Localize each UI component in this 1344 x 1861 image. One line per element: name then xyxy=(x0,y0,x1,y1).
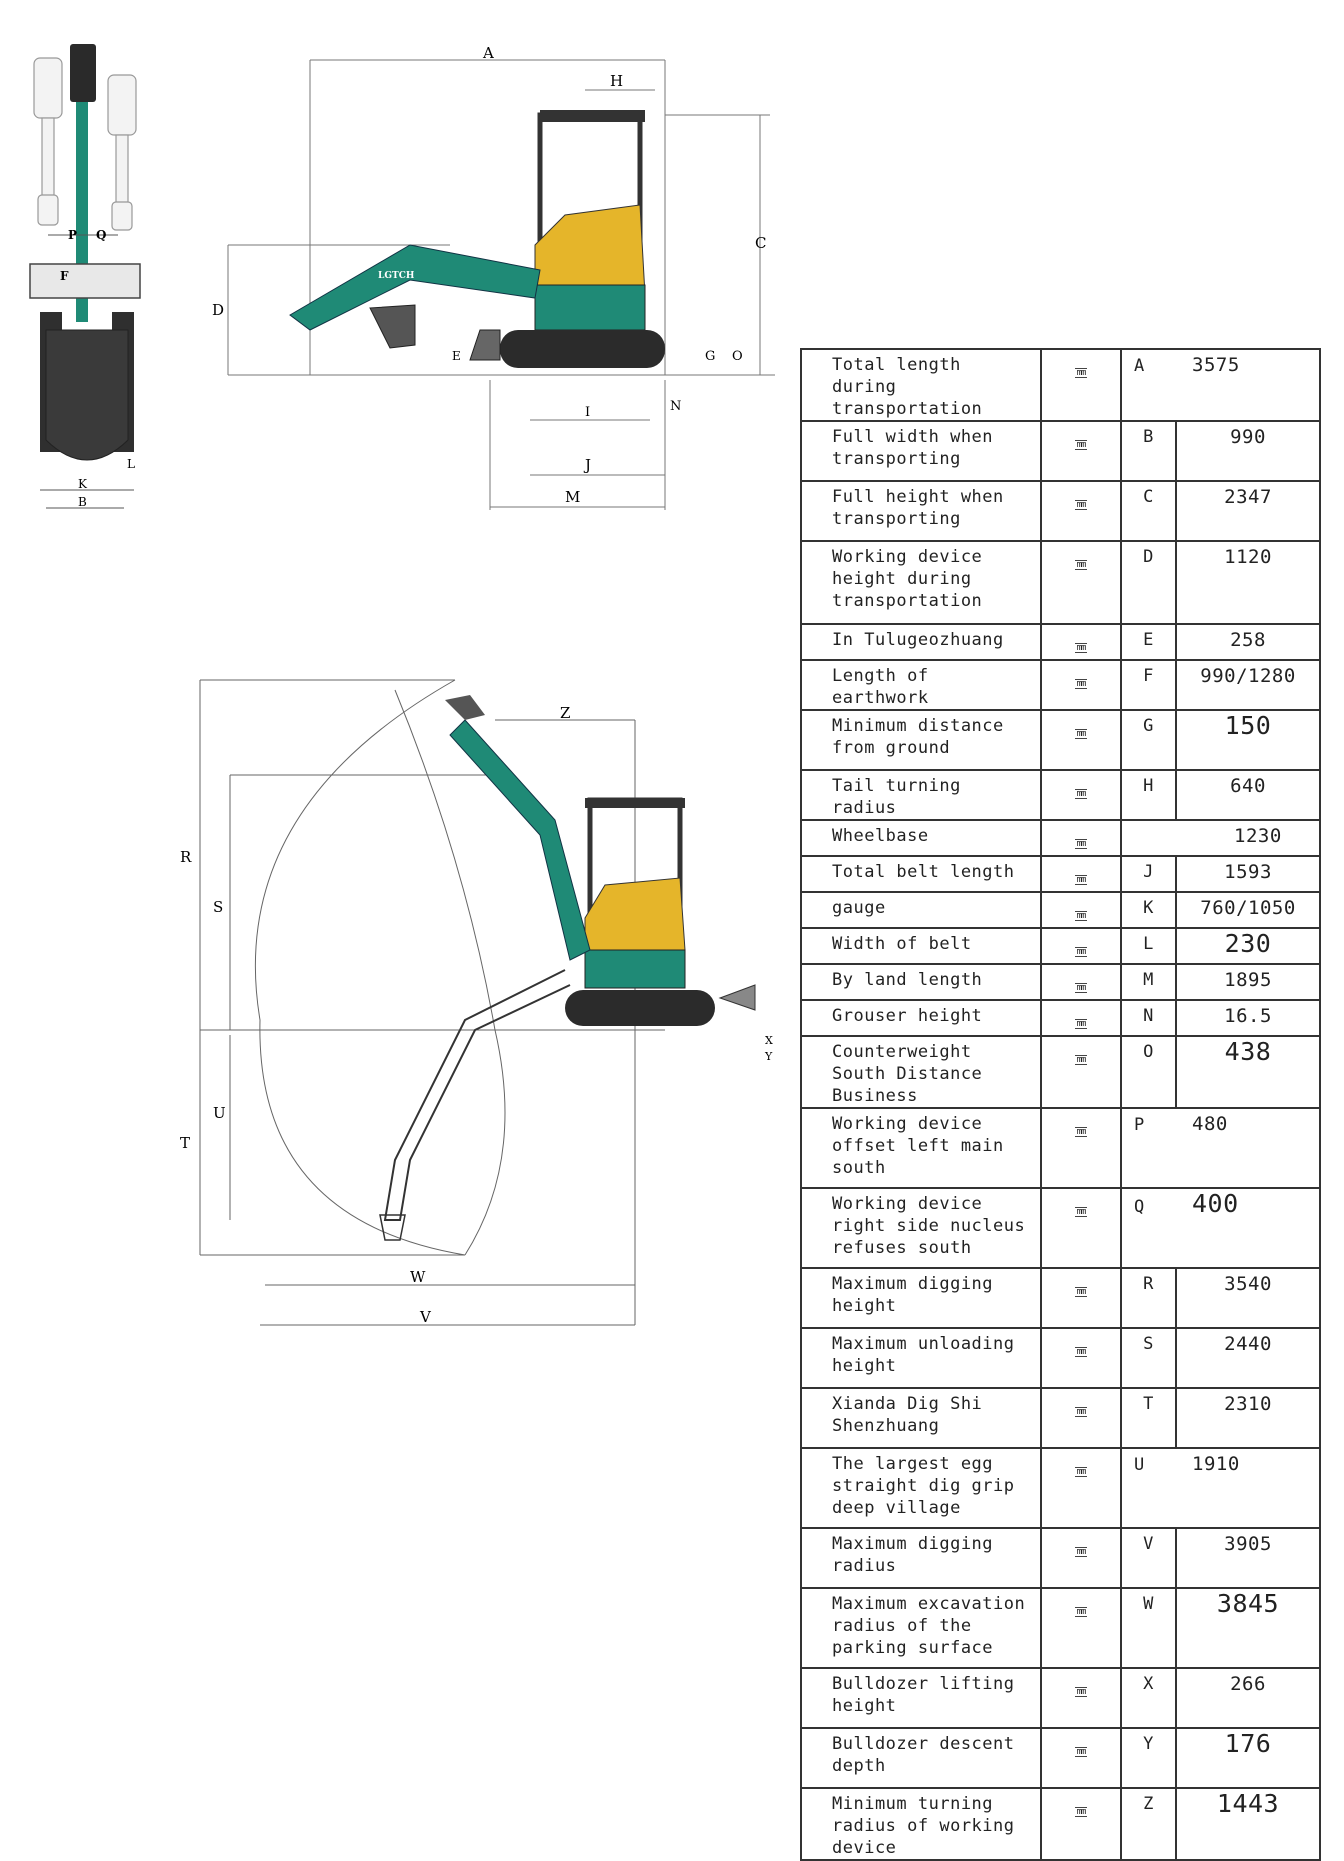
unit-cell xyxy=(1041,624,1121,660)
spec-code: G xyxy=(1121,710,1176,770)
unit-cell xyxy=(1041,1036,1121,1108)
spec-row xyxy=(801,1448,1320,1528)
spec-code: B xyxy=(1121,421,1176,481)
dim-label-X: X xyxy=(765,1034,773,1047)
dozer-blade-side xyxy=(470,330,500,360)
spec-code: T xyxy=(1121,1388,1176,1448)
unit-mm-glyph: mm xyxy=(1076,839,1086,849)
spec-value: 990 xyxy=(1176,421,1320,481)
dim-label-E: E xyxy=(452,349,461,363)
spec-code: W xyxy=(1121,1588,1176,1668)
spec-code: O xyxy=(1121,1036,1176,1108)
spec-code-value xyxy=(1121,820,1320,856)
unit-mm-glyph: mm xyxy=(1076,1207,1086,1217)
spec-row xyxy=(801,928,1320,964)
spec-value: 2347 xyxy=(1176,481,1320,541)
unit-cell xyxy=(1041,1188,1121,1268)
spec-description: Bulldozer descent depth xyxy=(801,1728,1041,1788)
spec-description: Xianda Dig Shi Shenzhuang xyxy=(801,1388,1041,1448)
spec-row xyxy=(801,770,1320,820)
unit-cell xyxy=(1041,660,1121,710)
excavator-working xyxy=(380,695,755,1240)
spec-code: Y xyxy=(1121,1728,1176,1788)
crawler-track-working xyxy=(565,990,715,1026)
spec-row xyxy=(801,660,1320,710)
spec-row xyxy=(801,624,1320,660)
spec-row xyxy=(801,1188,1320,1268)
unit-mm-glyph: mm xyxy=(1076,1687,1086,1697)
unit-mm-glyph: mm xyxy=(1076,679,1086,689)
excavator-side xyxy=(290,110,665,368)
dim-label-W: W xyxy=(410,1268,426,1286)
spec-value: 1593 xyxy=(1176,856,1320,892)
spec-description: Full height when transporting xyxy=(801,481,1041,541)
boom-raised xyxy=(450,720,590,960)
spec-value: 760/1050 xyxy=(1176,892,1320,928)
front-view-diagram xyxy=(20,30,150,520)
unit-mm-glyph: mm xyxy=(1076,1607,1086,1617)
spec-description: Working device offset left main south xyxy=(801,1108,1041,1188)
spec-code-value xyxy=(1121,349,1320,421)
spec-row xyxy=(801,1668,1320,1728)
spec-description: Length of earthwork xyxy=(801,660,1041,710)
unit-mm-glyph: mm xyxy=(1076,1807,1086,1817)
dim-label-F: F xyxy=(60,269,69,283)
unit-mm-glyph: mm xyxy=(1076,1347,1086,1357)
spec-value: 258 xyxy=(1176,624,1320,660)
spec-value: 480 xyxy=(1192,1113,1228,1135)
spec-code: N xyxy=(1121,1000,1176,1036)
unit-cell xyxy=(1041,892,1121,928)
spec-row xyxy=(801,421,1320,481)
spec-description: Total belt length xyxy=(801,856,1041,892)
unit-cell xyxy=(1041,481,1121,541)
spec-code: X xyxy=(1121,1668,1176,1728)
spec-description: Minimum distance from ground xyxy=(801,710,1041,770)
unit-cell xyxy=(1041,1448,1121,1528)
spec-code: S xyxy=(1121,1328,1176,1388)
spec-value: 640 xyxy=(1176,770,1320,820)
spec-value: 1443 xyxy=(1176,1788,1320,1860)
unit-cell xyxy=(1041,856,1121,892)
spec-code-value xyxy=(1121,1108,1320,1188)
unit-cell xyxy=(1041,1728,1121,1788)
spec-code: R xyxy=(1121,1268,1176,1328)
unit-mm-glyph: mm xyxy=(1076,1747,1086,1757)
spec-row xyxy=(801,820,1320,856)
spec-row xyxy=(801,349,1320,421)
dim-label-A: A xyxy=(483,44,494,62)
spec-table xyxy=(800,348,1321,1861)
unit-mm-glyph: mm xyxy=(1076,1055,1086,1065)
dim-label-O: O xyxy=(732,349,743,364)
spec-value: 230 xyxy=(1176,928,1320,964)
unit-cell xyxy=(1041,1668,1121,1728)
spec-value: 400 xyxy=(1192,1189,1239,1218)
spec-code: K xyxy=(1121,892,1176,928)
unit-mm-glyph: mm xyxy=(1076,1287,1086,1297)
dim-label-M: M xyxy=(565,488,581,506)
offset-boom-left xyxy=(34,58,62,225)
dim-label-S: S xyxy=(213,898,224,916)
spec-value: 3575 xyxy=(1192,354,1240,376)
spec-value: 3845 xyxy=(1176,1588,1320,1668)
unit-cell xyxy=(1041,1788,1121,1860)
bucket-side xyxy=(370,305,415,348)
spec-code: A xyxy=(1134,356,1145,376)
spec-code: E xyxy=(1121,624,1176,660)
unit-mm-glyph: mm xyxy=(1076,368,1086,378)
spec-value: 2440 xyxy=(1176,1328,1320,1388)
spec-code: H xyxy=(1121,770,1176,820)
dim-label-Q: Q xyxy=(96,228,107,242)
unit-cell xyxy=(1041,1328,1121,1388)
dim-label-K: K xyxy=(78,477,87,491)
spec-description: Minimum turning radius of working device xyxy=(801,1788,1041,1860)
unit-cell xyxy=(1041,820,1121,856)
spec-row xyxy=(801,1036,1320,1108)
dim-label-J: J xyxy=(585,456,592,474)
spec-value: 3905 xyxy=(1176,1528,1320,1588)
spec-code: C xyxy=(1121,481,1176,541)
spec-code-value xyxy=(1121,1448,1320,1528)
dim-label-B: B xyxy=(78,495,87,509)
spec-code: Q xyxy=(1134,1197,1145,1217)
spec-value: 1910 xyxy=(1192,1453,1240,1475)
dim-label-Y: Y xyxy=(765,1050,773,1063)
spec-description: Width of belt xyxy=(801,928,1041,964)
spec-value: 176 xyxy=(1176,1728,1320,1788)
spec-value: 2310 xyxy=(1176,1388,1320,1448)
side-view-diagram xyxy=(200,30,790,525)
unit-mm-glyph: mm xyxy=(1076,643,1086,653)
spec-row xyxy=(801,1788,1320,1860)
dim-label-U: U xyxy=(213,1104,226,1122)
spec-description: In Tulugeozhuang xyxy=(801,624,1041,660)
unit-mm-glyph: mm xyxy=(1076,1127,1086,1137)
spec-description: Maximum unloading height xyxy=(801,1328,1041,1388)
dim-label-C: C xyxy=(755,234,767,252)
spec-row xyxy=(801,710,1320,770)
spec-value: 1230 xyxy=(1234,825,1282,847)
spec-row xyxy=(801,1268,1320,1328)
unit-mm-glyph: mm xyxy=(1076,1547,1086,1557)
dim-label-R: R xyxy=(180,848,192,866)
spec-value: 990/1280 xyxy=(1176,660,1320,710)
crawler-track xyxy=(500,330,665,368)
spec-description: The largest egg straight dig grip deep village xyxy=(801,1448,1041,1528)
spec-description: Maximum excavation radius of the parking surface xyxy=(801,1588,1041,1668)
spec-row xyxy=(801,1108,1320,1188)
unit-mm-glyph: mm xyxy=(1076,911,1086,921)
offset-boom-right xyxy=(108,75,136,230)
spec-description: gauge xyxy=(801,892,1041,928)
spec-description: Full width when transporting xyxy=(801,421,1041,481)
spec-description: By land length xyxy=(801,964,1041,1000)
spec-description: Counterweight South Distance Business xyxy=(801,1036,1041,1108)
spec-row xyxy=(801,892,1320,928)
spec-value: 1895 xyxy=(1176,964,1320,1000)
dozer-blade xyxy=(30,264,140,298)
spec-code: L xyxy=(1121,928,1176,964)
dim-label-V: V xyxy=(420,1308,431,1326)
dim-label-T: T xyxy=(180,1134,191,1152)
unit-mm-glyph: mm xyxy=(1076,500,1086,510)
spec-value: 1120 xyxy=(1176,541,1320,624)
unit-cell xyxy=(1041,1388,1121,1448)
unit-mm-glyph: mm xyxy=(1076,983,1086,993)
spec-row xyxy=(801,1528,1320,1588)
spec-row xyxy=(801,481,1320,541)
spec-code: V xyxy=(1121,1528,1176,1588)
spec-value: 150 xyxy=(1176,710,1320,770)
spec-description: Maximum digging radius xyxy=(801,1528,1041,1588)
unit-cell xyxy=(1041,349,1121,421)
spec-code: D xyxy=(1121,541,1176,624)
spec-row xyxy=(801,964,1320,1000)
dim-label-L: L xyxy=(127,457,135,471)
spec-description: Working device height during transportation xyxy=(801,541,1041,624)
unit-cell xyxy=(1041,964,1121,1000)
spec-code: Z xyxy=(1121,1788,1176,1860)
spec-value: 438 xyxy=(1176,1036,1320,1108)
unit-cell xyxy=(1041,421,1121,481)
spec-row xyxy=(801,1588,1320,1668)
unit-cell xyxy=(1041,1000,1121,1036)
unit-mm-glyph: mm xyxy=(1076,560,1086,570)
spec-description: Tail turning radius xyxy=(801,770,1041,820)
spec-row xyxy=(801,1728,1320,1788)
unit-mm-glyph: mm xyxy=(1076,1019,1086,1029)
spec-code: J xyxy=(1121,856,1176,892)
spec-description: Grouser height xyxy=(801,1000,1041,1036)
dim-label-N: N xyxy=(670,399,682,414)
unit-cell xyxy=(1041,541,1121,624)
dim-label-H: H xyxy=(610,72,624,90)
spec-code: U xyxy=(1134,1455,1145,1475)
spec-code: M xyxy=(1121,964,1176,1000)
spec-row xyxy=(801,1328,1320,1388)
spec-table-body xyxy=(801,349,1320,1860)
spec-value: 266 xyxy=(1176,1668,1320,1728)
unit-mm-glyph: mm xyxy=(1076,440,1086,450)
spec-value: 3540 xyxy=(1176,1268,1320,1328)
dim-label-I: I xyxy=(585,405,591,420)
brand-mark: LGTCH xyxy=(378,271,415,281)
unit-mm-glyph: mm xyxy=(1076,1407,1086,1417)
spec-code: P xyxy=(1134,1115,1145,1135)
dim-label-D: D xyxy=(212,301,225,319)
unit-mm-glyph: mm xyxy=(1076,789,1086,799)
spec-row xyxy=(801,541,1320,624)
spec-code-value xyxy=(1121,1188,1320,1268)
spec-value: 16.5 xyxy=(1176,1000,1320,1036)
spec-row xyxy=(801,1388,1320,1448)
bucket-front xyxy=(46,330,128,460)
unit-mm-glyph: mm xyxy=(1076,729,1086,739)
spec-description: Bulldozer lifting height xyxy=(801,1668,1041,1728)
boom-lowered xyxy=(385,970,570,1220)
unit-cell xyxy=(1041,1108,1121,1188)
engine-cover xyxy=(535,205,645,295)
spec-row xyxy=(801,856,1320,892)
spec-description: Working device right side nucleus refuses south xyxy=(801,1188,1041,1268)
unit-cell xyxy=(1041,928,1121,964)
working-range-diagram xyxy=(165,660,785,1340)
unit-mm-glyph: mm xyxy=(1076,947,1086,957)
unit-cell xyxy=(1041,1588,1121,1668)
spec-row xyxy=(801,1000,1320,1036)
unit-cell xyxy=(1041,710,1121,770)
unit-cell xyxy=(1041,770,1121,820)
spec-description: Wheelbase xyxy=(801,820,1041,856)
unit-mm-glyph: mm xyxy=(1076,875,1086,885)
spec-description: Total length during transportation xyxy=(801,349,1041,421)
unit-cell xyxy=(1041,1528,1121,1588)
spec-description: Maximum digging height xyxy=(801,1268,1041,1328)
unit-mm-glyph: mm xyxy=(1076,1467,1086,1477)
unit-cell xyxy=(1041,1268,1121,1328)
dim-label-Z: Z xyxy=(560,704,571,722)
dim-label-P: P xyxy=(68,228,78,242)
spec-code: F xyxy=(1121,660,1176,710)
dim-label-G: G xyxy=(705,349,716,364)
